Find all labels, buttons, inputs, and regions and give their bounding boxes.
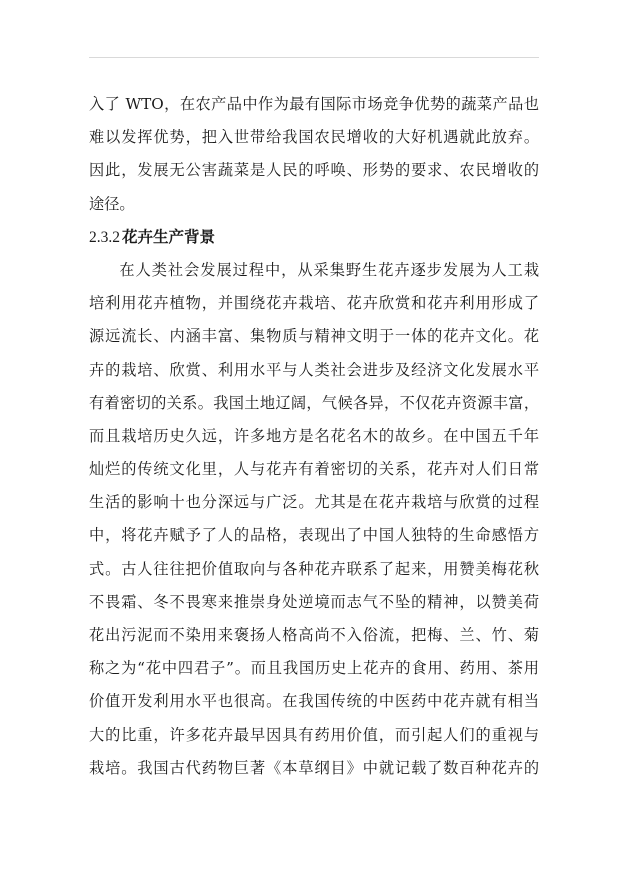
text-line: 大的比重，许多花卉最早因具有药用价值，而引起人们的重视与 [89, 725, 539, 744]
text-line: 在人类社会发展过程中，从采集野生花卉逐步发展为人工栽 [119, 260, 539, 279]
text-line: 称之为“花中四君子”。而且我国历史上花卉的食用、药用、茶用 [89, 659, 539, 678]
text-line: 中，将花卉赋予了人的品格，表现出了中国人独特的生命感悟方 [89, 526, 539, 545]
section-title: 花卉生产背景 [122, 227, 216, 246]
text-line: 式。古人往往把价值取向与各种花卉联系了起来，用赞美梅花秋 [89, 559, 539, 578]
text-line: 有着密切的关系。我国土地辽阔，气候各异，不仅花卉资源丰富， [89, 393, 539, 412]
text-line: 卉的栽培、欣赏、利用水平与人类社会进步及经济文化发展水平 [89, 360, 539, 379]
text-line: 栽培。我国古代药物巨著《本草纲目》中就记载了数百种花卉的 [89, 758, 539, 777]
text-line: 因此，发展无公害蔬菜是人民的呼唤、形势的要求、农民增收的 [89, 161, 539, 180]
text-line: 培利用花卉植物，并围绕花卉栽培、花卉欣赏和花卉利用形成了 [89, 294, 539, 313]
page-body [89, 88, 539, 785]
text-line: 途径。 [89, 194, 135, 213]
section-heading [89, 221, 539, 254]
text-line: 生活的影响十也分深远与广泛。尤其是在花卉栽培与欣赏的过程 [89, 493, 539, 512]
text-line: 而且栽培历史久远，许多地方是名花名木的故乡。在中国五千年 [89, 426, 539, 445]
section-number: 2.3.2 [89, 228, 120, 246]
text-line: 价值开发利用水平也很高。在我国传统的中医药中花卉就有相当 [89, 692, 539, 711]
text-line: 源远流长、内涵丰富、集物质与精神文明于一体的花卉文化。花 [89, 327, 539, 346]
text-line: 花出污泥而不染用来褒扬人格高尚不入俗流，把梅、兰、竹、菊 [89, 626, 539, 644]
text-line: 入了 WTO，在农产品中作为最有国际市场竞争优势的蔬菜产品也 [89, 95, 539, 113]
paragraph-intro [89, 88, 539, 221]
text-line: 不畏霜、冬不畏寒来推崇身处逆境而志气不坠的精神，以赞美荷 [89, 592, 539, 611]
text-line: 难以发挥优势，把入世带给我国农民增收的大好机遇就此放弃。 [89, 128, 539, 147]
text-line: 灿烂的传统文化里，人与花卉有着密切的关系，花卉对人们日常 [89, 460, 539, 479]
paragraph-flower-background [89, 254, 539, 785]
header-rule [89, 57, 539, 58]
